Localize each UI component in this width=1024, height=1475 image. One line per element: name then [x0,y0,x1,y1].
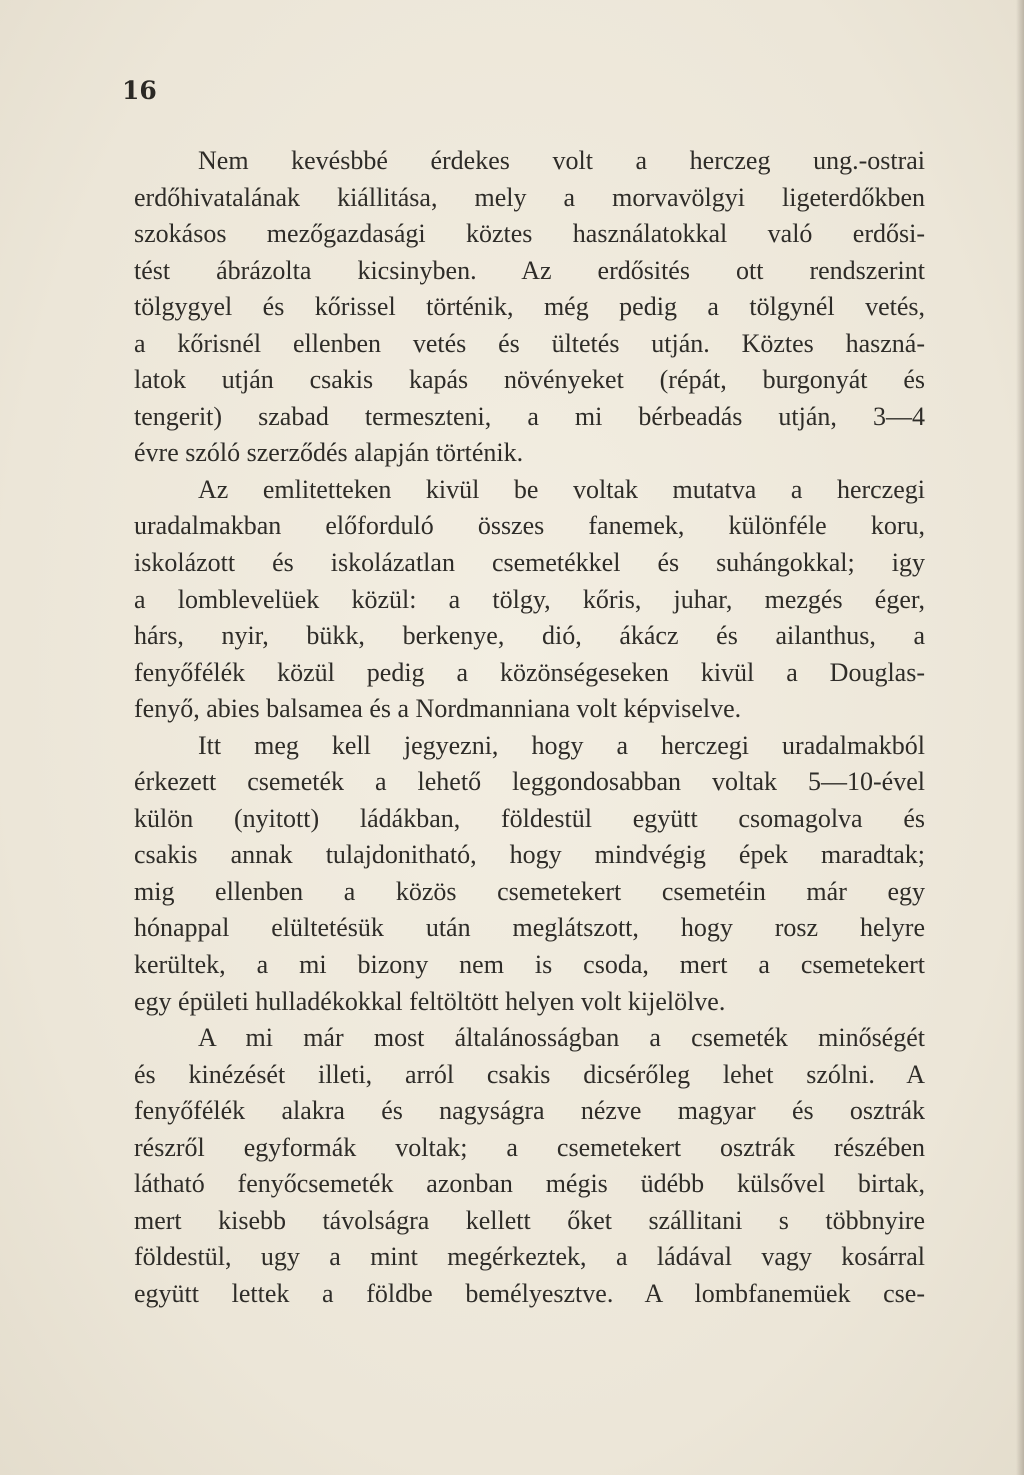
text-line: földestül, ugy a mint megérkeztek, a ládával vagy kosárral [134,1242,925,1272]
text-line: részről egyformák voltak; a csemetekert osztrák részében [134,1132,925,1162]
text-line: egy épületi hulladékokkal feltöltött helyen volt kijelölve. [134,986,726,1016]
text-line: fenyő, abies balsamea és a Nordmanniana volt képviselve. [134,694,742,724]
body-text [134,143,925,1313]
text-line: és kinézését illeti, arról csakis dicsérőleg lehet szólni. A [134,1059,925,1089]
text-line: külön (nyitott) ládákban, földestül együtt csomagolva és [134,803,925,833]
page-number: 16 [122,76,157,105]
text-line: a kőrisnél ellenben vetés és ültetés utján. Köztes haszná- [134,328,925,358]
text-line: érkezett csemeték a lehető leggondosabban voltak 5—10-ével [134,767,925,797]
text-line: Az emlitetteken kivül be voltak mutatva a herczegi [198,474,925,504]
text-line: hónappal elültetésük után meglátszott, hogy rosz helyre [134,913,925,943]
text-line: Itt meg kell jegyezni, hogy a herczegi uradalmakból [198,730,925,760]
page-edge-shadow [1016,0,1024,1475]
text-line: fenyőfélék alakra és nagyságra nézve magyar és osztrák [134,1096,925,1126]
text-line: szokásos mezőgazdasági köztes használatokkal való erdősi- [134,219,925,249]
text-line: tölgygyel és kőrissel történik, még pedig a tölgynél vetés, [134,292,925,322]
text-line: A mi már most általánosságban a csemeték minőségét [198,1023,925,1053]
text-line: tengerit) szabad termeszteni, a mi bérbeadás utján, 3—4 [134,401,925,431]
text-line: mert kisebb távolságra kellett őket szállitani s többnyire [134,1205,925,1235]
text-line: iskolázott és iskolázatlan csemetékkel és suhángokkal; igy [134,548,925,578]
text-line: erdőhivatalának kiállitása, mely a morvavölgyi ligeterdőkben [134,182,925,212]
text-line: látható fenyőcsemeték azonban mégis üdébb külsővel birtak, [134,1169,925,1199]
text-line: Nem kevésbbé érdekes volt a herczeg ung.-ostrai [198,146,925,175]
text-line: mig ellenben a közös csemetekert csemetéin már egy [134,876,925,906]
text-line: évre szóló szerződés alapján történik. [134,438,524,468]
text-line: kerültek, a mi bizony nem is csoda, mert a csemetekert [134,950,925,980]
text-line: csakis annak tulajdonitható, hogy mindvégig épek maradtak; [134,840,925,870]
text-line: együtt lettek a földbe bemélyesztve. A lombfanemüek cse- [134,1278,925,1308]
text-line: latok utján csakis kapás növényeket (répát, burgonyát és [134,365,925,395]
text-line: hárs, nyir, bükk, berkenye, dió, ákácz és ailanthus, a [134,621,925,651]
text-line: tést ábrázolta kicsinyben. Az erdősités ott rendszerint [134,255,925,285]
text-line: a lomblevelüek közül: a tölgy, kőris, juhar, mezgés éger, [134,584,925,614]
text-line: fenyőfélék közül pedig a közönségeseken kivül a Douglas- [134,657,925,687]
text-line: uradalmakban előforduló összes fanemek, különféle koru, [134,511,925,541]
